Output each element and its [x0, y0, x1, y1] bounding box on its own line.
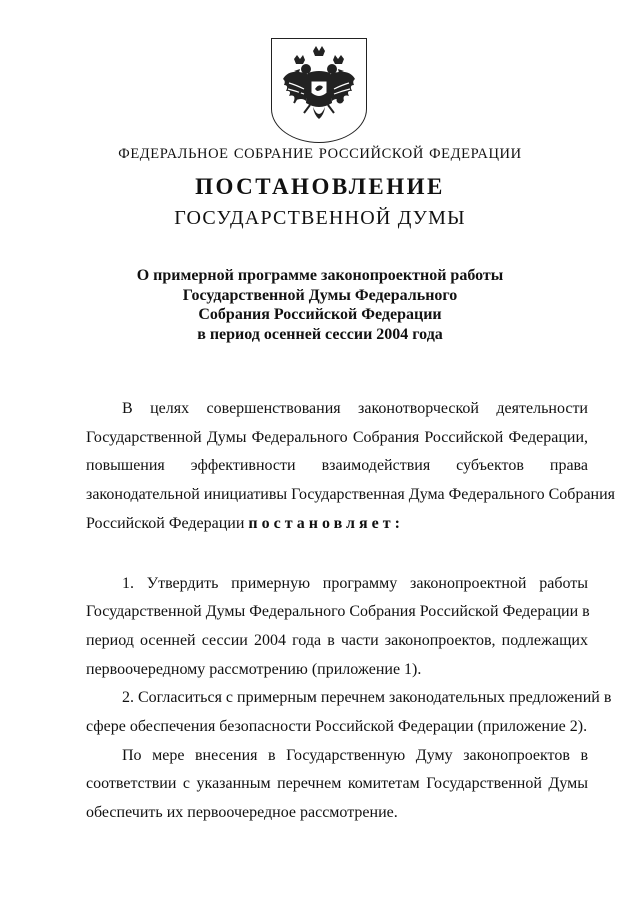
decree-word: постановляет: — [248, 514, 404, 532]
body-line: повышения эффективности взаимодействия субъектов права — [86, 457, 588, 475]
heading-line: О примерной программе законопроектной работы — [136, 267, 504, 284]
resolution-heading — [0, 266, 640, 344]
body-line: сфере обеспечения безопасности Российской Федерации (приложение 2). — [86, 718, 588, 736]
parliament-name: ФЕДЕРАЛЬНОЕ СОБРАНИЕ РОССИЙСКОЙ ФЕДЕРАЦИИ — [118, 146, 522, 162]
body-line: В целях совершенствования законотворческой деятельности — [122, 400, 588, 417]
body-line: первоочередному рассмотрению (приложение 1). — [86, 660, 422, 678]
coat-of-arms-icon — [280, 45, 358, 133]
heading-line: Собрания Российской Федерации — [198, 306, 442, 323]
heading-line: Государственной Думы Федерального — [182, 286, 458, 304]
item-2-paragraph — [86, 684, 612, 741]
body-line: По мере внесения в Государственную Думу законопроектов в — [122, 746, 588, 764]
issuer-title: ГОСУДАРСТВЕННОЙ ДУМЫ — [174, 207, 466, 229]
body-line: Государственной Думы Федерального Собрания Российской Федерации, — [86, 428, 588, 446]
body-line: законодательной инициативы Государственная Дума Федерального Собрания — [86, 486, 616, 504]
item-1-paragraph — [86, 570, 588, 685]
heading-line: в период осенней сессии 2004 года — [197, 325, 443, 343]
body-line: Российской Федерации — [86, 514, 245, 532]
body-line: соответствии с указанным перечнем комитетам Государственной Думы — [86, 775, 588, 793]
body-line: Государственной Думы Федерального Собрания Российской Федерации в — [86, 603, 590, 621]
document-type-title: ПОСТАНОВЛЕНИЕ — [195, 174, 445, 199]
emblem-frame — [271, 38, 367, 143]
body-line: 1. Утвердить примерную программу законопроектной работы — [122, 574, 588, 592]
item-3-paragraph — [86, 742, 588, 828]
resolution-body — [86, 395, 616, 828]
body-line: 2. Согласиться с примерным перечнем законодательных предложений в — [122, 689, 612, 707]
body-line: период осенней сессии 2004 года в части законопроектов, подлежащих — [86, 631, 588, 649]
preamble-paragraph — [86, 395, 616, 539]
body-line: обеспечить их первоочередное рассмотрение. — [86, 804, 398, 822]
